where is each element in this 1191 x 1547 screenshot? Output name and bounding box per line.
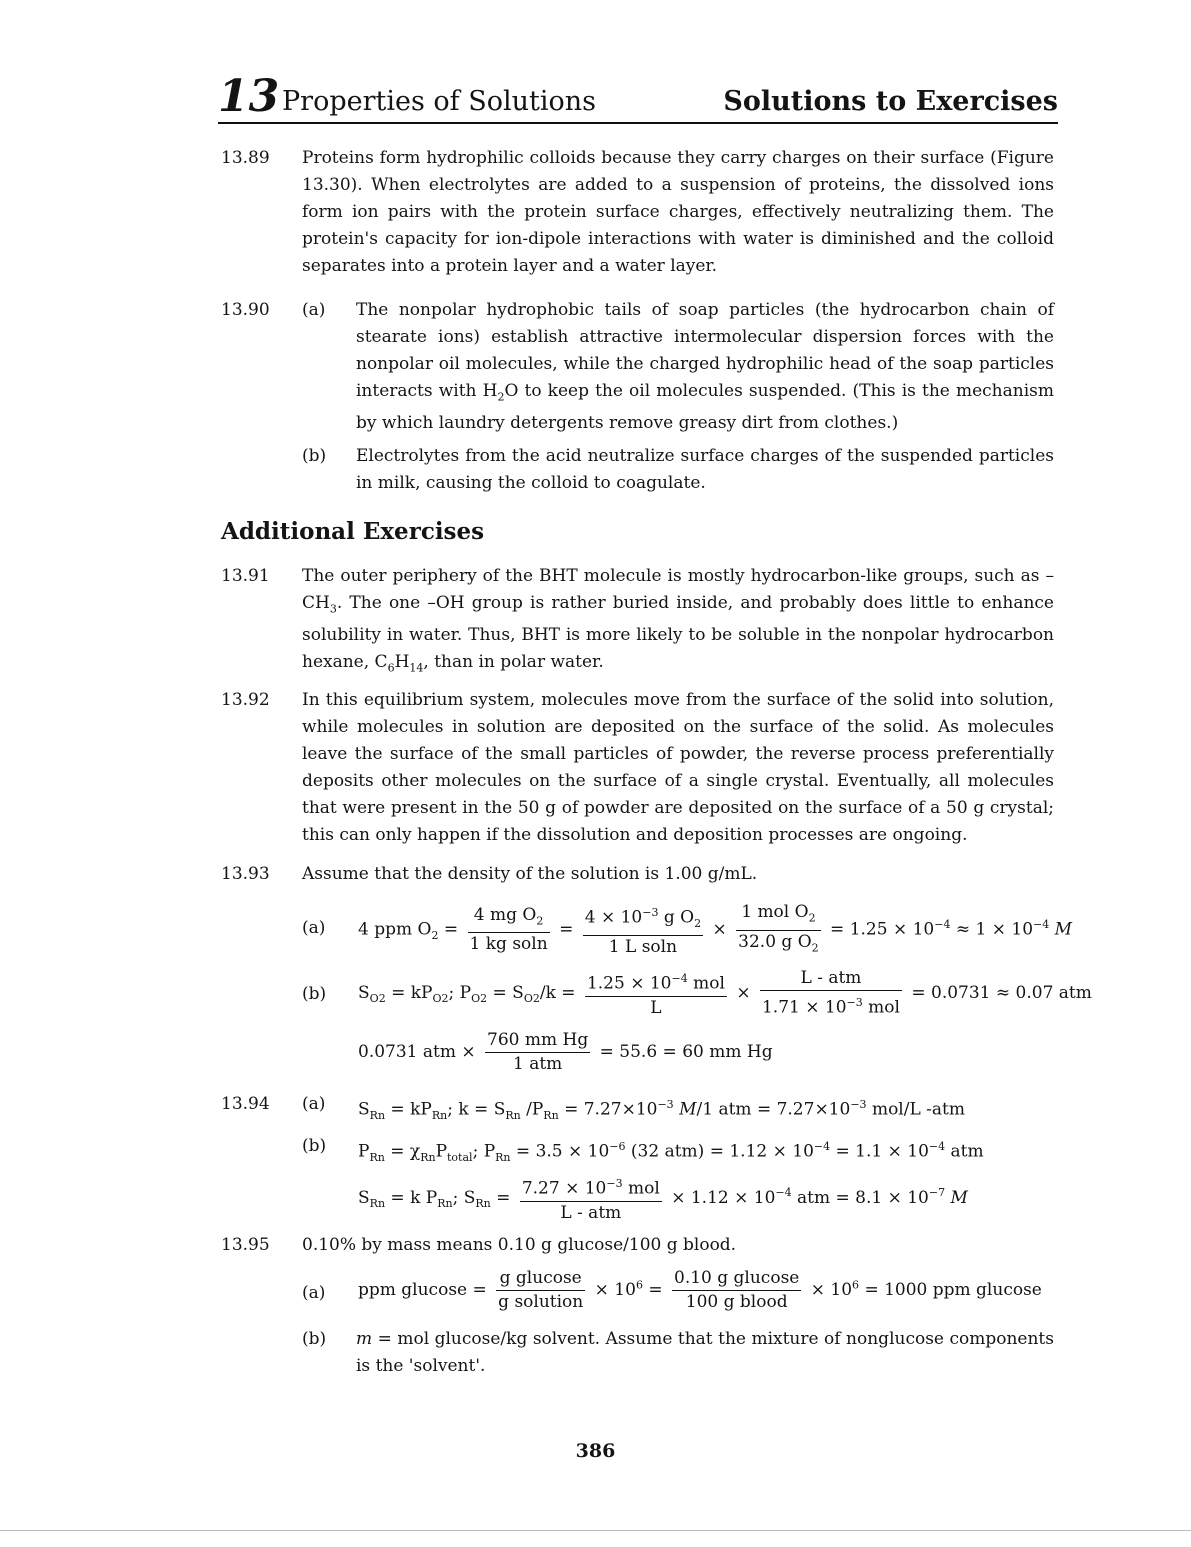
exercise-13-95-intro: 0.10% by mass means 0.10 g glucose/100 g blood. xyxy=(302,1235,737,1255)
exercise-number: 13.89 xyxy=(221,148,270,168)
exercise-number: 13.94 xyxy=(221,1094,270,1114)
equation-13-94b: $P_{Rn} = \chi_{Rn}P_{total}$; $P_{Rn} = 3.5 \times 10^{-6}$ (32 $atm) = 1.12 \times 10^{-4} = 1.1 \times 10^{-4}$ atm xyxy=(358,1140,984,1165)
exercise-13-90b-text: Electrolytes from the acid neutralize surface charges of the suspended particles in milk, causing the colloid to coagulate. xyxy=(356,446,1054,493)
page-number: 386 xyxy=(575,1440,616,1462)
part-label: (a) xyxy=(302,1283,326,1303)
bottom-edge-line xyxy=(0,1530,1191,1531)
exercise-number: 13.93 xyxy=(221,864,270,884)
part-label: (b) xyxy=(302,984,327,1004)
equation-13-94b-solubility: $S_{Rn} = k$ $P_{Rn}$; $S_{Rn}$ = $\frac{7.27 \times 10^{-3} mol}{\text{L - atm}}$ × $1.12 \times 10^{-4}$ atm = $8.1 \times 10^{-7}$ M xyxy=(358,1173,968,1224)
exercise-13-91-text: The outer periphery of the BHT molecule is mostly hydrocarbon-like groups, such as $-CH_3$. The one –OH group is rather buried inside, and probably does little to enhance solubility in water. Thus, BHT is more likely to be soluble in the nonpolar hydrocarbon hexane, $C_6H_{14}$, than in polar water. xyxy=(302,566,1054,675)
section-title: Solutions to Exercises xyxy=(723,86,1058,117)
equation-13-93a: 4 ppm $O_2$ = $\frac{4 mg O_2}{\text{1 kg soln}}$ = $\frac{4 \times 10^{-3} g O_2}{\text{1 L soln}}$ × $\frac{1 mol O_2}{32.0 g O_2}$ = $1.25 \times 10^{-4} \approx 1 \times 10^{-4}$ M xyxy=(358,902,1073,958)
page-header xyxy=(218,72,1058,122)
exercise-number: 13.95 xyxy=(221,1235,270,1255)
equation-13-95a: ppm glucose = $\frac{\text{g glucose}}{\text{g solution}}$ × $10^6$ = $\frac{\text{0.10 g glucose}}{\text{100 g blood}}$ × $10^6 = 1000$ ppm glucose xyxy=(358,1268,1042,1312)
part-label: (b) xyxy=(302,1329,327,1349)
equation-13-93b-conversion: 0.0731 atm × $\frac{\text{760 mm Hg}}{\text{1 atm}}$ = 55.6 = 60 mm Hg xyxy=(358,1030,773,1074)
exercise-13-92-text: In this equilibrium system, molecules move from the surface of the solid into solution, while molecules in solution are deposited on the surface of the solid. As molecules leave the surface of the small particles of powder, the reverse process preferentially deposits other molecules on the surface of a single crystal. Eventually, all molecules that were present in the 50 g of powder are deposited on the surface of a 50 g crystal; this can only happen if the dissolution and deposition processes are ongoing. xyxy=(302,690,1054,845)
equation-13-93b: $S_{O2} = kP_{O2}$; $P_{O2} = S_{O2}/k$ = $\frac{1.25 \times 10^{-4} mol}{L}$ × $\frac{\text{L - atm}}{1.71 \times 10^{-3} mol}$ = 0.0731 ≈ 0.07 atm xyxy=(358,968,1092,1018)
exercise-number: 13.92 xyxy=(221,690,270,710)
header-rule xyxy=(218,122,1058,124)
part-label: (b) xyxy=(302,1136,327,1156)
exercise-13-93-intro: Assume that the density of the solution is 1.00 g/mL. xyxy=(302,864,758,884)
section-heading: Additional Exercises xyxy=(221,518,485,545)
exercise-13-90a-text: The nonpolar hydrophobic tails of soap particles (the hydrocarbon chain of stearate ions) establish attractive intermolecular dispersion forces with the nonpolar oil molecules, while the charged hydrophilic head of the soap particles interacts with $H_2O$ to keep the oil molecules suspended. (This is the mechanism by which laundry detergents remove greasy dirt from clothes.) xyxy=(356,300,1054,434)
exercise-13-95b-text: m = mol glucose/kg solvent. Assume that the mixture of nonglucose components is the 'solvent'. xyxy=(356,1329,1054,1376)
exercise-number: 13.90 xyxy=(221,300,270,320)
exercise-13-89-text: Proteins form hydrophilic colloids because they carry charges on their surface (Figure 13.30). When electrolytes are added to a suspension of proteins, the dissolved ions form ion pairs with the protein surface charges, effectively neutralizing them. The protein's capacity for ion-dipole interactions with water is diminished and the colloid separates into a protein layer and a water layer. xyxy=(302,148,1054,276)
exercise-number: 13.91 xyxy=(221,566,270,586)
part-label: (a) xyxy=(302,300,326,320)
part-label: (a) xyxy=(302,918,326,938)
part-label: (b) xyxy=(302,446,327,466)
equation-13-94a: $S_{Rn} = kP_{Rn}$; $k = S_{Rn}$ $/P_{Rn} = 7.27\times 10^{-3}$ M/1 atm = $7.27\times 10^{-3}$ mol/L -atm xyxy=(358,1098,965,1123)
part-label: (a) xyxy=(302,1094,326,1114)
chapter-title: Properties of Solutions xyxy=(282,86,596,117)
chapter-number: 13 xyxy=(218,71,280,122)
